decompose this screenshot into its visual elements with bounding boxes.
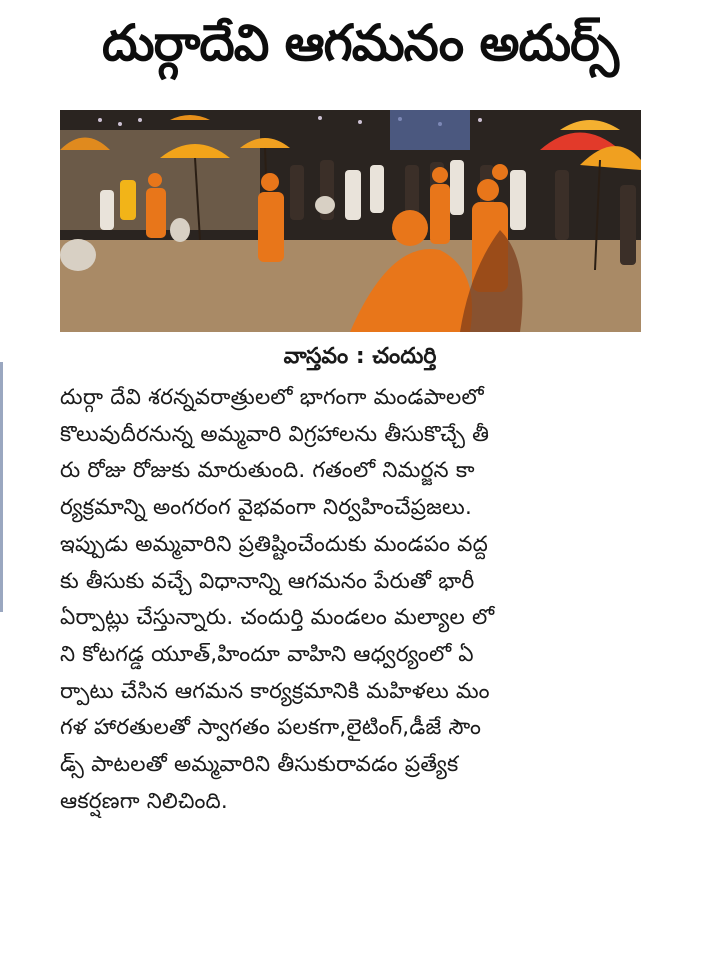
article-line: డ్స్ పాటలతో అమ్మవారిని తీసుకురావడం ప్రత్యేక [60,752,459,778]
article-line: ర్పాటు చేసిన ఆగమన కార్యక్రమానికి మహిళలు మం [60,678,490,704]
article-line: కొలువుదీరనున్న అమ్మవారి విగ్రహాలను తీసుకొచ్చే తీ [60,421,490,447]
article-line: కు తీసుకు వచ్చే విధానాన్ని ఆగమనం పేరుతో భారీ [60,568,475,594]
headline: దుర్గాదేవి ఆగమనం అదుర్స్ [101,14,619,72]
article-line: రు రోజు రోజుకు మారుతుంది. గతంలో నిమర్జన కా [60,458,475,484]
article-line: ర్యక్రమాన్ని అంగరంగ వైభవంగా నిర్వహించేప్రజలు. [60,495,472,521]
article-line: దుర్గా దేవి శరన్నవరాత్రులలో భాగంగా మండపాలలో [60,385,484,410]
article-line: ఇప్పుడు అమ్మవారిని ప్రతిష్టించేందుకు మండపం వద్ద [60,531,488,557]
page-edge-mark [0,362,3,612]
dateline: వాస్తవం : చందుర్తి [283,344,437,369]
article-line: గళ హారతులతో స్వాగతం పలకగా,లైటింగ్,డీజే సౌం [60,715,482,741]
festival-photo [60,110,641,332]
article-line: ని కోటగడ్డ యూత్,హిందూ వాహిని ఆధ్వర్యంలో ఏ [60,641,474,667]
article-line: ఆకర్షణగా నిలిచింది. [60,788,228,814]
article-line: ఏర్పాట్లు చేస్తున్నారు. చందుర్తి మండలం మల్యాల లో [60,605,495,631]
article-body [60,380,660,820]
